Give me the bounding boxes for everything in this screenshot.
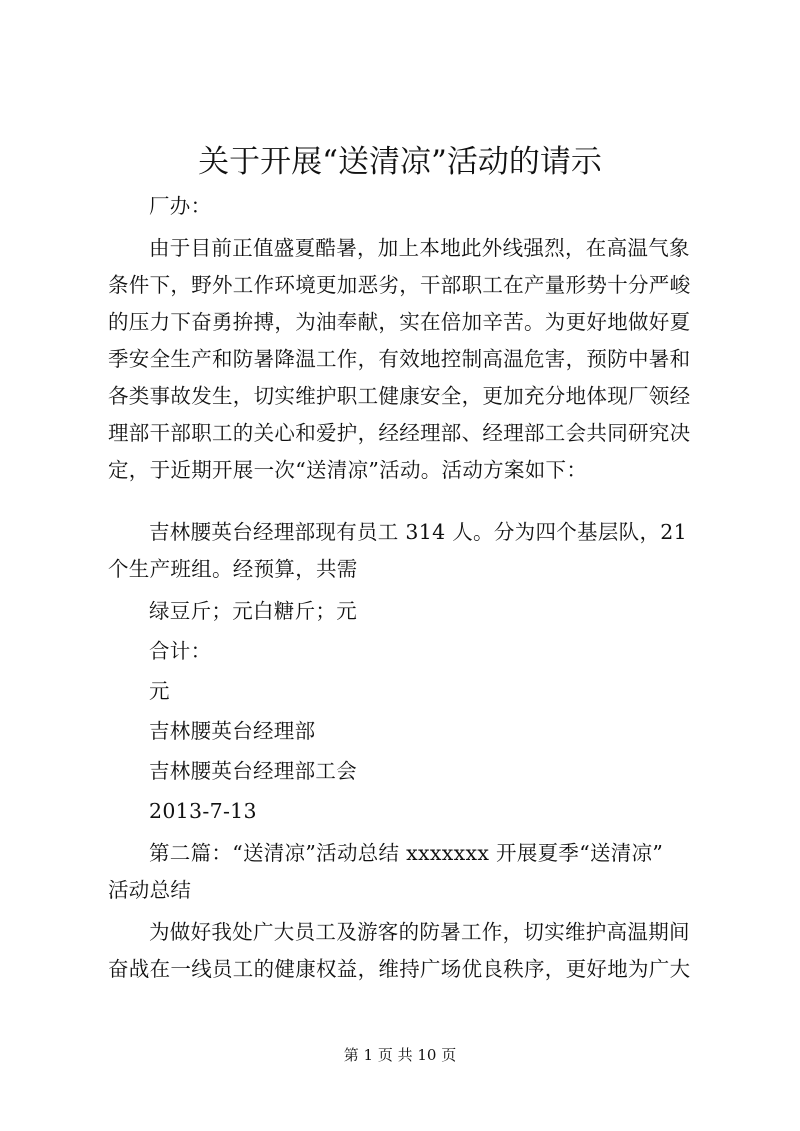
paragraph-line: 定，于近期开展一次“送清凉”活动。活动方案如下： (108, 458, 588, 482)
section-heading: 第二篇：“送清凉”活动总结 xxxxxxx 开展夏季“送清凉” (149, 841, 664, 865)
page-footer: 第 1 页 共 10 页 (343, 1046, 457, 1064)
paragraph-line: 各类事故发生，切实维护职工健康安全，更加充分地体现厂领经 (108, 384, 691, 408)
salutation: 厂办： (149, 194, 212, 218)
paragraph-line: 季安全生产和防暑降温工作，有效地控制高温危害，预防中暑和 (108, 347, 691, 371)
paragraph-line: 元 (149, 679, 170, 703)
signature-union: 吉林腰英台经理部工会 (149, 759, 357, 783)
paragraph-line: 条件下，野外工作环境更加恶劣，干部职工在产量形势十分严峻 (108, 273, 691, 297)
signature-org: 吉林腰英台经理部 (149, 719, 316, 743)
paragraph-line: 奋战在一线员工的健康权益，维持广场优良秩序，更好地为广大 (108, 957, 691, 981)
document-title: 关于开展“送清凉”活动的请示 (198, 144, 602, 180)
paragraph-line: 合计： (149, 639, 212, 663)
signature-date: 2013-7-13 (149, 799, 257, 823)
paragraph-line: 理部干部职工的关心和爱护，经经理部、经理部工会共同研究决 (108, 421, 691, 445)
paragraph-line: 为做好我处广大员工及游客的防暑工作，切实维护高温期间 (149, 920, 690, 944)
paragraph-line: 绿豆斤；元白糖斤；元 (149, 599, 357, 623)
section-heading: 活动总结 (108, 878, 192, 902)
paragraph-line: 的压力下奋勇拚搏，为油奉献，实在倍加辛苦。为更好地做好夏 (108, 310, 691, 334)
paragraph-line: 吉林腰英台经理部现有员工 314 人。分为四个基层队，21 (149, 520, 687, 544)
paragraph-line: 个生产班组。经预算，共需 (108, 557, 358, 581)
paragraph-line: 由于目前正值盛夏酷暑，加上本地此外线强烈，在高温气象 (149, 236, 690, 260)
